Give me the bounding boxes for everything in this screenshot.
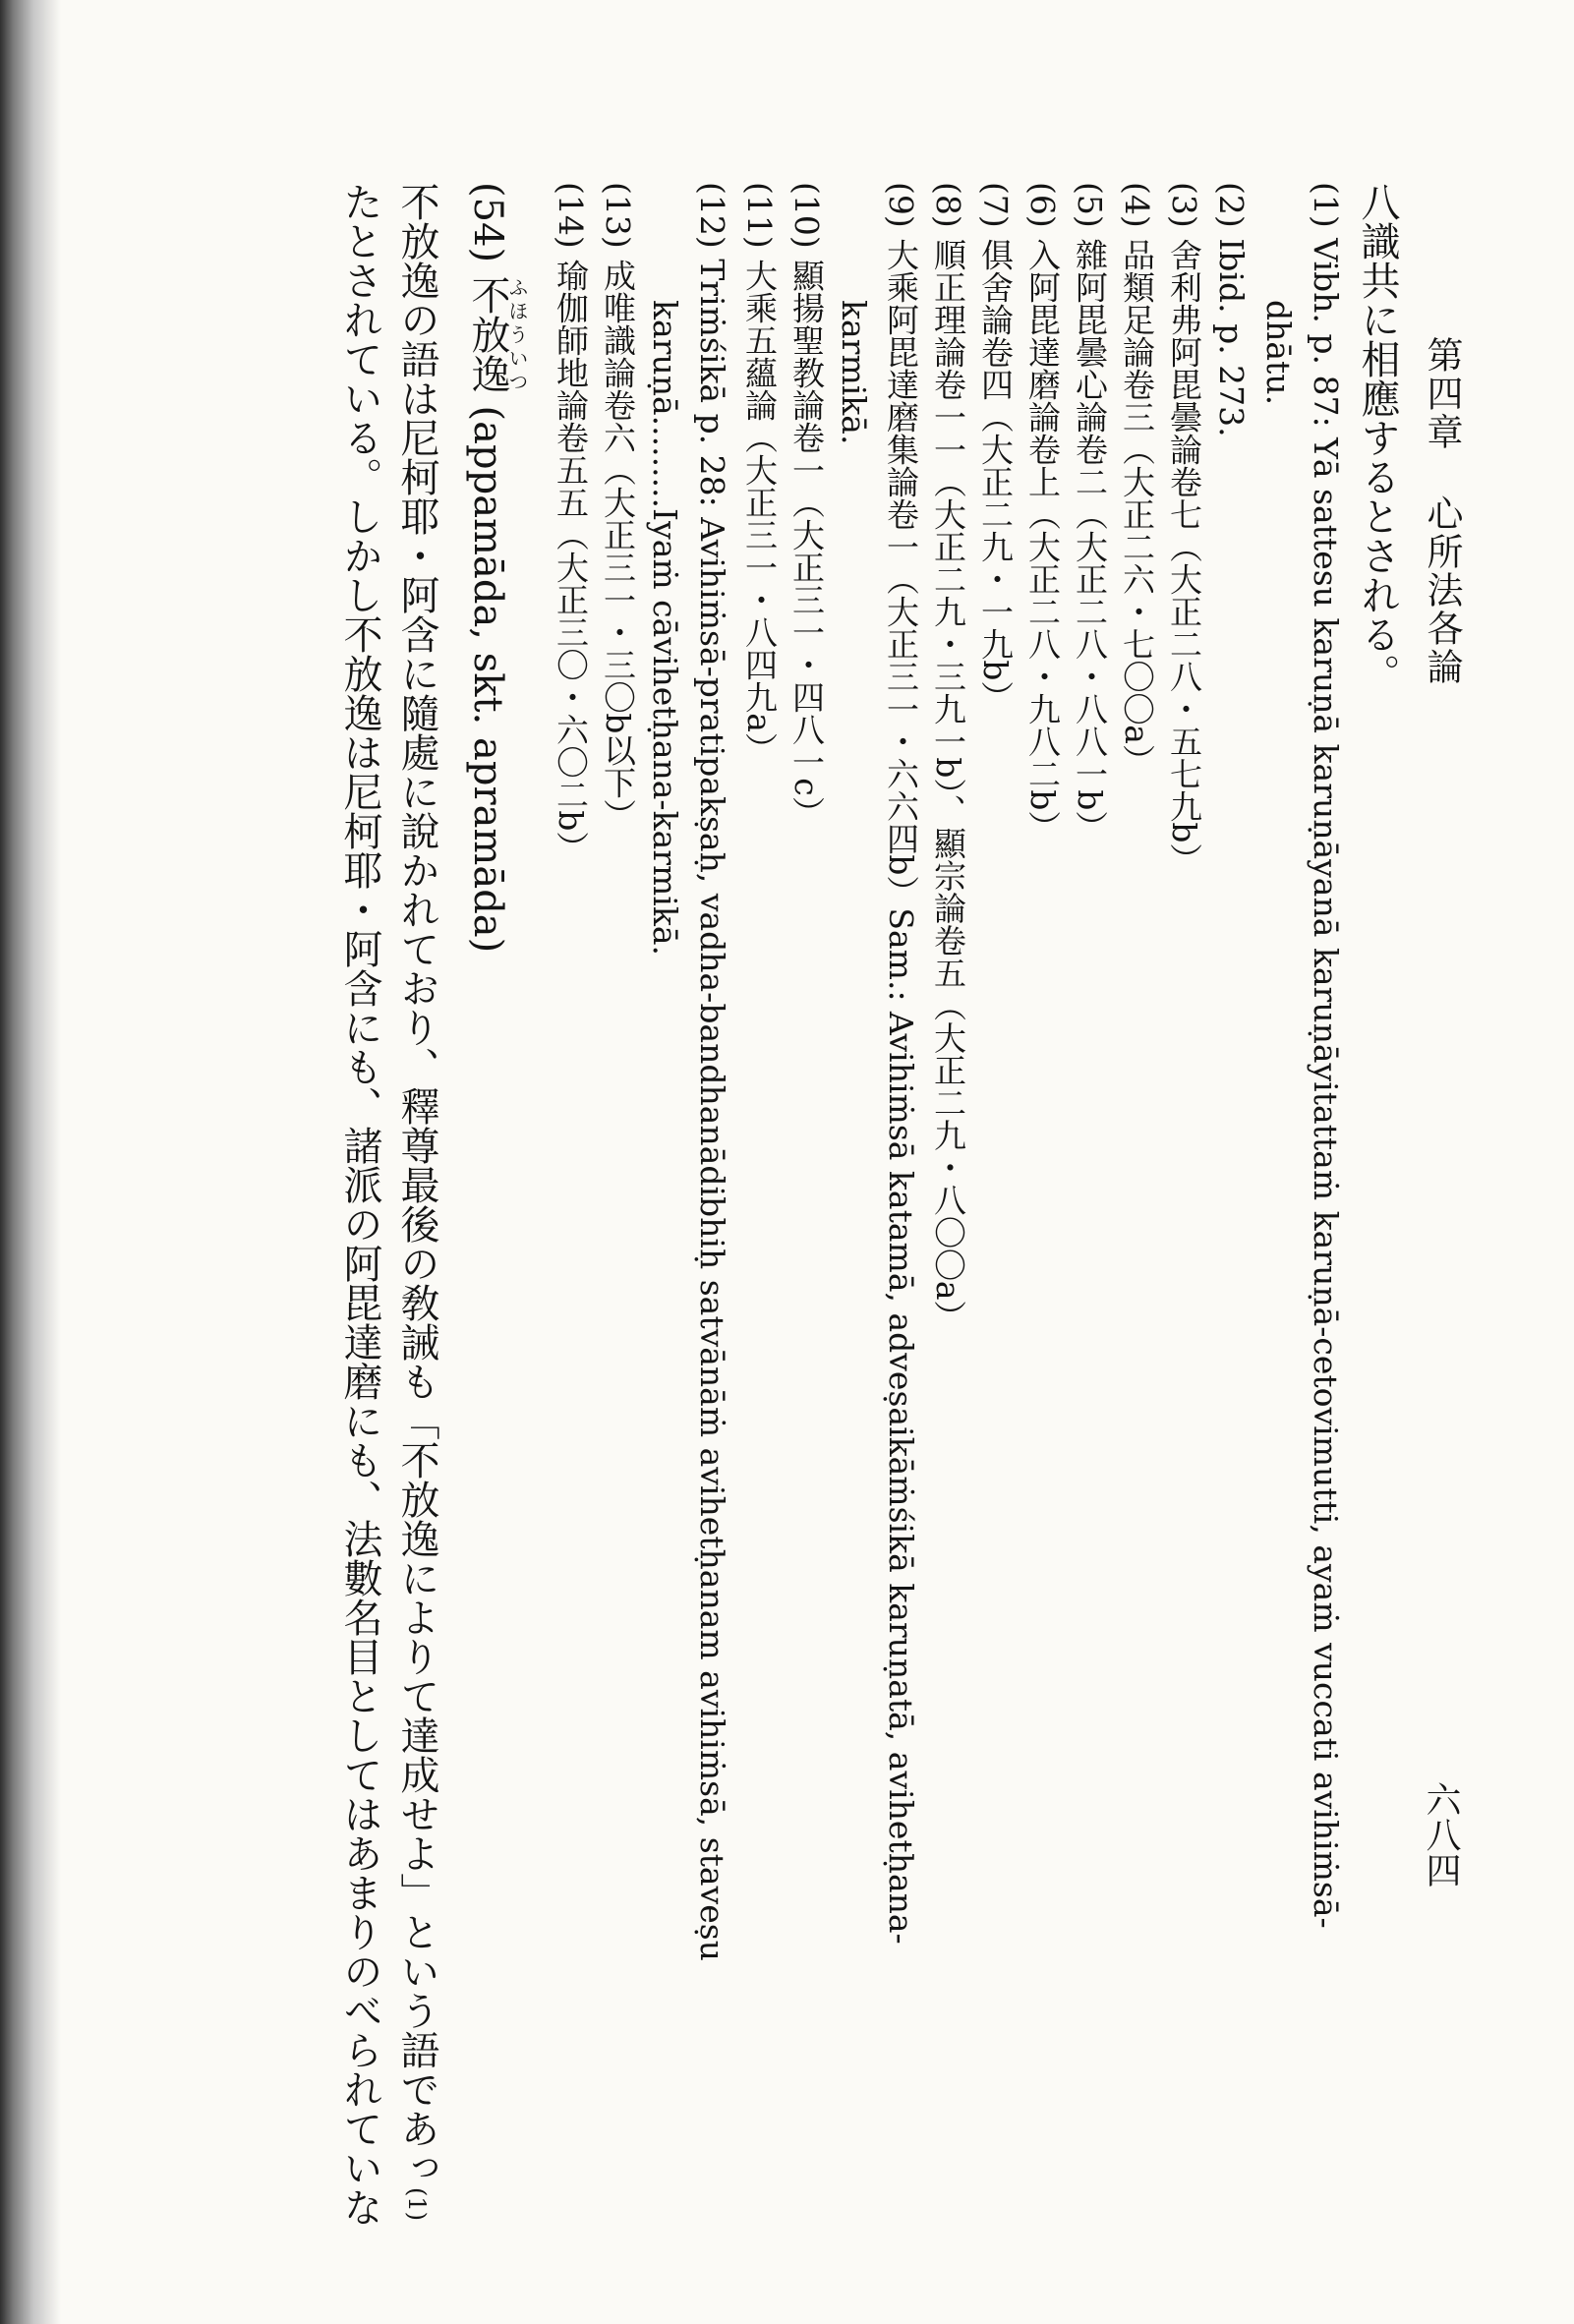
footnote-12-continued	[641, 182, 688, 2187]
body-text: 不放逸の語は尼柯耶・阿含に隨處に說かれており、釋尊最後の敎誡も「不放逸によりて達成せよ」という語であっ	[394, 182, 439, 2187]
footnote-number: (1)	[1307, 182, 1345, 228]
footnote-text: dhātu.	[1259, 300, 1298, 406]
section-gloss: (appamāda, skt. apramāda)	[465, 405, 510, 954]
footnote-number: (8)	[929, 182, 967, 228]
footnote-number: (2)	[1212, 182, 1251, 228]
footnote-number: (10)	[787, 182, 826, 249]
section-number: (54)	[465, 182, 510, 263]
section-term	[465, 274, 529, 393]
footnote-number: (13)	[599, 182, 637, 249]
footnote-text: 俱舍論卷四（大正二九・一九b）	[976, 238, 1015, 714]
scan-shadow	[0, 0, 61, 2324]
body-footnote-ref: (1)	[403, 2187, 431, 2221]
page-number: 六八四	[1421, 1781, 1461, 1888]
footnote-text: 成唯識論卷六（大正三一・三〇b以下）	[599, 259, 637, 832]
footnote-text: 顯揚聖教論卷一（大正三一・四八一c）	[787, 259, 826, 829]
footnote-5	[1066, 182, 1113, 2187]
footnote-7	[971, 182, 1019, 2187]
footnote-text: 雜阿毘曇心論卷二（大正二八・八八一b）	[1071, 238, 1109, 843]
footnote-text: 大乘阿毘達磨集論卷一（大正三一・六六四b）Sam.: Avihiṁsā katamā, adveṣaikāṁśikā karuṇatā, avihetḥana-	[882, 238, 920, 1945]
footnote-text: Vibh. p. 87: Yā sattesu karuṇā karuṇāyanā karuṇāyitattaṁ karuṇā-cetovimutti, ayaṁ vuccati avihiṁsā-	[1307, 238, 1345, 1929]
footnote-number: (11)	[740, 182, 779, 249]
footnote-text: 舍利弗阿毘曇論卷七（大正二八・五七九b）	[1165, 238, 1203, 876]
section-heading	[459, 182, 527, 2187]
footnote-number: (5)	[1071, 182, 1109, 228]
footnote-1-continued	[1254, 182, 1302, 2187]
body-text: たとされている。しかし不放逸は尼柯耶・阿含にも、諸派の阿毘達磨にも、法數名目としてはあまりのべられていな	[337, 182, 382, 2227]
footnote-1	[1302, 182, 1349, 2187]
footnote-6	[1019, 182, 1066, 2187]
lead-line: 八識共に相應するとされる。	[1355, 182, 1400, 693]
footnote-14	[547, 182, 594, 2187]
footnote-text: Ibid. p. 273.	[1212, 238, 1251, 437]
footnote-number: (14)	[552, 182, 590, 249]
footnote-text: 入阿毘達磨論卷上（大正二八・九八二b）	[1023, 238, 1062, 843]
footnote-text: 順正理論卷一一（大正二九・三九一b）、顯宗論卷五（大正二九・八〇〇a）	[929, 238, 967, 1333]
section-term-ruby: ふほういつ	[505, 274, 529, 393]
footnote-9-continued	[830, 182, 877, 2187]
footnote-8	[924, 182, 971, 2187]
footnote-10	[783, 182, 830, 2187]
body-line-2	[331, 182, 388, 2227]
footnote-text: 大乘五蘊論（大正三一・八四九a）	[740, 259, 779, 765]
footnote-13	[594, 182, 641, 2187]
page-body	[118, 182, 1406, 2227]
chapter-title: 心所法各論	[1421, 494, 1463, 686]
section-term-text: 不放逸	[465, 274, 510, 393]
footnote-text: karmikā.	[835, 300, 873, 445]
footnote-number: (9)	[882, 182, 920, 228]
footnote-3	[1160, 182, 1207, 2187]
body-line-1	[388, 182, 445, 2221]
chapter-label: 第四章	[1421, 336, 1463, 451]
running-head	[1415, 336, 1468, 686]
footnote-number: (3)	[1165, 182, 1203, 228]
footnote-number: (6)	[1023, 182, 1062, 228]
footnote-text: 瑜伽師地論卷五五（大正三〇・六〇二b）	[552, 259, 590, 864]
footnote-text: Triṁśikā p. 28: Avihiṁsā-pratipakṣaḥ, vadha-bandhanādibhiḥ satvānāṁ avihetḥanam avihiṁsā, staveṣu	[693, 259, 731, 1961]
footnote-11	[735, 182, 783, 2187]
footnote-4	[1113, 182, 1160, 2187]
footnote-9	[877, 182, 924, 2187]
footnote-12	[688, 182, 735, 2187]
footnote-number: (12)	[693, 182, 731, 249]
footnote-number: (4)	[1118, 182, 1156, 228]
footnote-text: karuṇā.........Iyaṁ cāvihetḥana-karmikā.	[646, 300, 684, 957]
footnote-2	[1207, 182, 1254, 2187]
footnote-text: 品類足論卷三（大正二六・七〇〇a）	[1118, 238, 1156, 777]
footnote-number: (7)	[976, 182, 1015, 228]
